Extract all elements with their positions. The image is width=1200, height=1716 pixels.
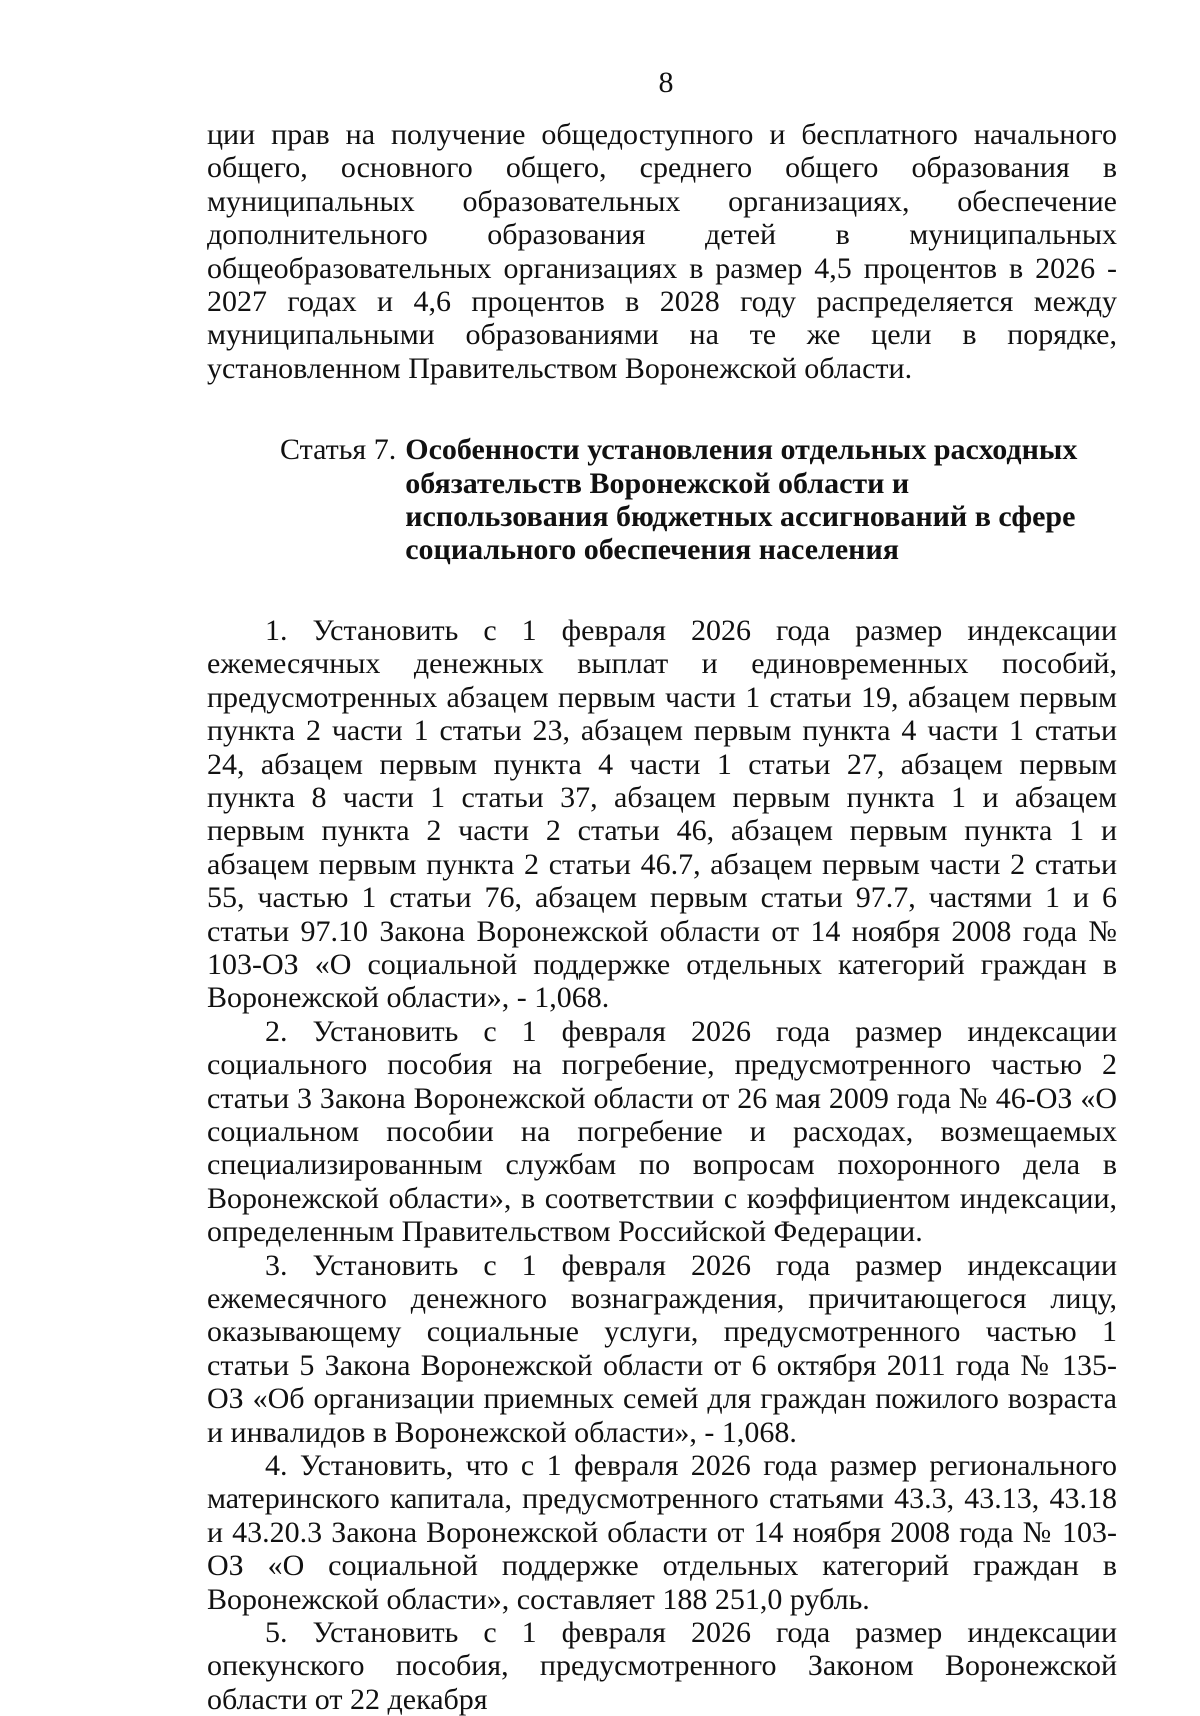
item-2: 2. Установить с 1 февраля 2026 года размер индексации социального пособия на погребение, предусмотренного частью 2 статьи 3 Закона Воронежской области от 26 мая 2009 года № 46-ОЗ «О социальном пособии на погребение и расходах, возмещаемых специализированным службам по вопросам похоронного дела в Воронежской области», в соответствии с коэффициентом индексации, определенным Правительством Российской Федерации.: [207, 1014, 1117, 1249]
item-1: 1. Установить с 1 февраля 2026 года размер индексации ежемесячных денежных выплат и единовременных пособий, предусмотренных абзацем первым части 1 статьи 19, абзацем первым пункта 2 части 1 статьи 23, абзацем первым пункта 4 части 1 статьи 24, абзацем первым пункта 4 части 1 статьи 27, абзацем первым пункта 8 части 1 статьи 37, абзацем первым пункта 1 и абзацем первым пункта 2 части 2 статьи 46, абзацем первым пункта 1 и абзацем первым пункта 2 статьи 46.7, абзацем первым части 2 статьи 55, частью 1 статьи 76, абзацем первым статьи 97.7, частями 1 и 6 статьи 97.10 Закона Воронежской области от 14 ноября 2008 года № 103-ОЗ «О социальной поддержке отдельных категорий граждан в Воронежской области», - 1,068.: [207, 613, 1117, 1015]
intro-paragraph: ции прав на получение общедоступного и бесплатного начального общего, основного общего, среднего общего образования в муниципальных образовательных организациях, обеспечение дополнительного образования детей в муниципальных общеобразовательных организациях в размер 4,5 процентов в 2026 - 2027 годах и 4,6 процентов в 2028 году распределяется между муниципальными образованиями на те же цели в порядке, установленном Правительством Воронежской области.: [207, 118, 1117, 385]
page-number: 8: [658, 66, 674, 99]
article-title: Особенности установления отдельных расходных обязательств Воронежской области и использования бюджетных ассигнований в сфере социального обеспечения населения: [405, 433, 1078, 567]
item-5: 5. Установить с 1 февраля 2026 года размер индексации опекунского пособия, предусмотренного Законом Воронежской области от 22 декабря: [207, 1616, 1117, 1716]
document-body: [207, 118, 1117, 1716]
article-label: Статья 7.: [280, 433, 397, 467]
item-3: 3. Установить с 1 февраля 2026 года размер индексации ежемесячного денежного вознаграждения, причитающегося лицу, оказывающему социальные услуги, предусмотренного частью 1 статьи 5 Закона Воронежской области от 6 октября 2011 года № 135-ОЗ «Об организации приемных семей для граждан пожилого возраста и инвалидов в Воронежской области», - 1,068.: [207, 1248, 1117, 1449]
article-heading: [280, 433, 1117, 567]
item-4: 4. Установить, что с 1 февраля 2026 года размер регионального материнского капитала, предусмотренного статьями 43.3, 43.13, 43.18 и 43.20.3 Закона Воронежской области от 14 ноября 2008 года № 103-ОЗ «О социальной поддержке отдельных категорий граждан в Воронежской области», составляет 188 251,0 рубль.: [207, 1449, 1117, 1616]
